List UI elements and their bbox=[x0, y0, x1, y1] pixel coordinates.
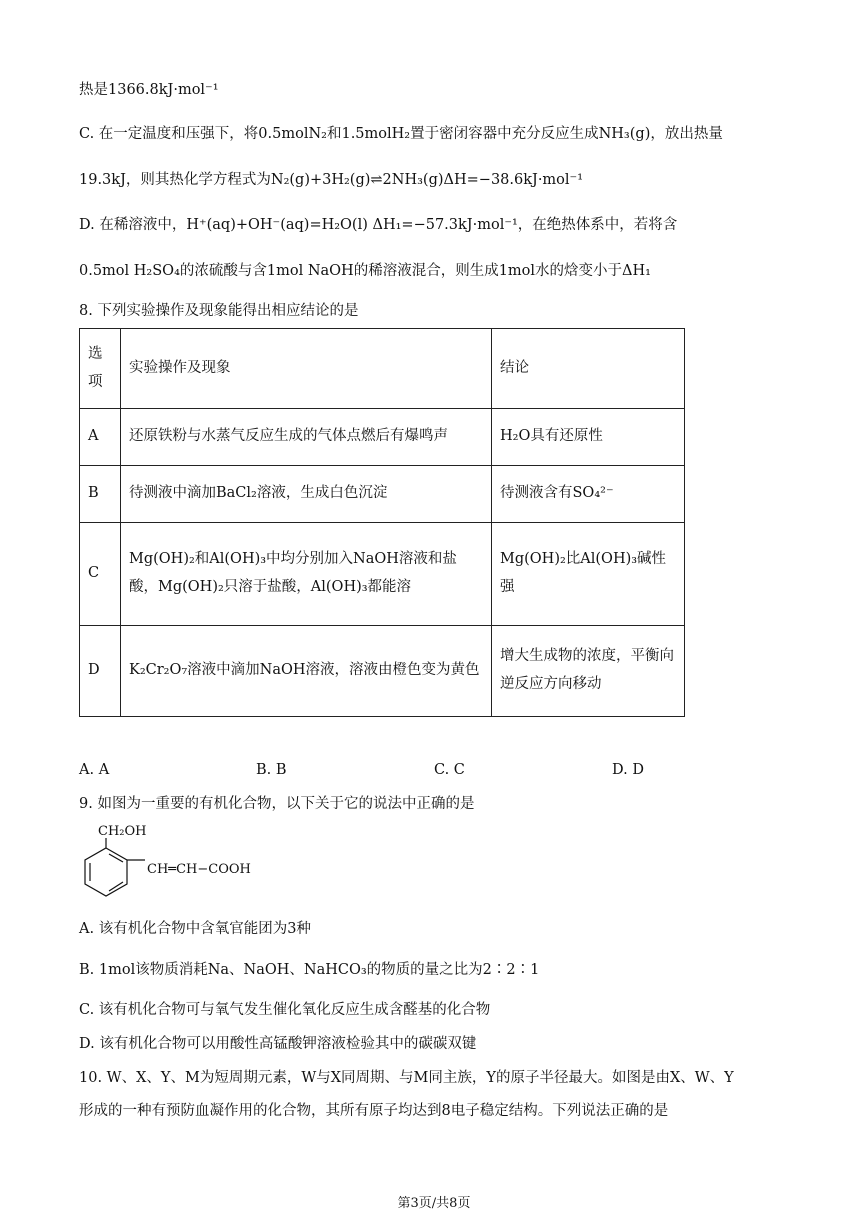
option-d-line-1: D. 在稀溶液中，H⁺(aq)+OH⁻(aq)=H₂O(l) ΔH₁=−57.3kJ·mol⁻¹，在绝热体系中，若将含 bbox=[79, 217, 678, 233]
question-9-stem: 9. 如图为一重要的有机化合物，以下关于它的说法中正确的是 bbox=[79, 796, 475, 812]
row-conclusion: H₂O具有还原性 bbox=[492, 409, 685, 466]
row-operation: 还原铁粉与水蒸气反应生成的气体点燃后有爆鸣声 bbox=[121, 409, 492, 466]
heat-value-line: 热是1366.8kJ·mol⁻¹ bbox=[79, 82, 219, 98]
option-c-line-2: 19.3kJ，则其热化学方程式为N₂(g)+3H₂(g)⇌2NH₃(g)ΔH=−38.6kJ·mol⁻¹ bbox=[79, 172, 584, 188]
page-footer: 第3页/共8页 bbox=[397, 1196, 471, 1211]
question-9-option-a: A. 该有机化合物中含氧官能团为3种 bbox=[79, 921, 311, 937]
row-operation: 待测液中滴加BaCl₂溶液，生成白色沉淀 bbox=[121, 466, 492, 523]
question-9-option-d: D. 该有机化合物可以用酸性高锰酸钾溶液检验其中的碳碳双键 bbox=[79, 1036, 477, 1052]
table-row bbox=[80, 466, 685, 523]
row-option: C bbox=[80, 523, 121, 626]
table-row bbox=[80, 523, 685, 626]
choice-c: C. C bbox=[434, 762, 465, 778]
option-d-line-2: 0.5mol H₂SO₄的浓硫酸与含1mol NaOH的稀溶液混合，则生成1mol水的焓变小于ΔH₁ bbox=[79, 263, 651, 279]
choice-b: B. B bbox=[256, 762, 287, 778]
table-header-row bbox=[80, 329, 685, 409]
question-9-option-c: C. 该有机化合物可与氧气发生催化氧化反应生成含醛基的化合物 bbox=[79, 1002, 491, 1018]
header-conclusion: 结论 bbox=[492, 329, 685, 409]
question-9-option-b: B. 1mol该物质消耗Na、NaOH、NaHCO₃的物质的量之比为2∶2∶1 bbox=[79, 962, 540, 978]
row-operation: Mg(OH)₂和Al(OH)₃中均分别加入NaOH溶液和盐酸，Mg(OH)₂只溶于盐酸，Al(OH)₃都能溶 bbox=[121, 523, 492, 626]
row-conclusion: 增大生成物的浓度，平衡向逆反应方向移动 bbox=[492, 626, 685, 717]
structure-top-group: CH₂OH bbox=[98, 824, 147, 839]
question-10-line-1: 10. W、X、Y、M为短周期元素，W与X同周期、与M同主族，Y的原子半径最大。如图是由X、W、Y bbox=[79, 1070, 734, 1086]
row-option: B bbox=[80, 466, 121, 523]
question-10-line-2: 形成的一种有预防血凝作用的化合物，其所有原子均达到8电子稳定结构。下列说法正确的是 bbox=[79, 1103, 669, 1119]
choice-d: D. D bbox=[612, 762, 644, 778]
row-conclusion: Mg(OH)₂比Al(OH)₃碱性强 bbox=[492, 523, 685, 626]
row-option: D bbox=[80, 626, 121, 717]
structure-side-chain: CH═CH−COOH bbox=[147, 862, 251, 877]
table-row bbox=[80, 626, 685, 717]
row-conclusion: 待测液含有SO₄²⁻ bbox=[492, 466, 685, 523]
header-option: 选项 bbox=[80, 329, 121, 409]
structural-formula bbox=[79, 824, 279, 904]
option-c-line-1: C. 在一定温度和压强下，将0.5molN₂和1.5molH₂置于密闭容器中充分反应生成NH₃(g)，放出热量 bbox=[79, 126, 723, 142]
table-row bbox=[80, 409, 685, 466]
choice-a: A. A bbox=[79, 762, 110, 778]
row-operation: K₂Cr₂O₇溶液中滴加NaOH溶液，溶液由橙色变为黄色 bbox=[121, 626, 492, 717]
question-8-stem: 8. 下列实验操作及现象能得出相应结论的是 bbox=[79, 303, 359, 319]
experiment-table bbox=[79, 328, 685, 717]
row-option: A bbox=[80, 409, 121, 466]
header-operation: 实验操作及现象 bbox=[121, 329, 492, 409]
